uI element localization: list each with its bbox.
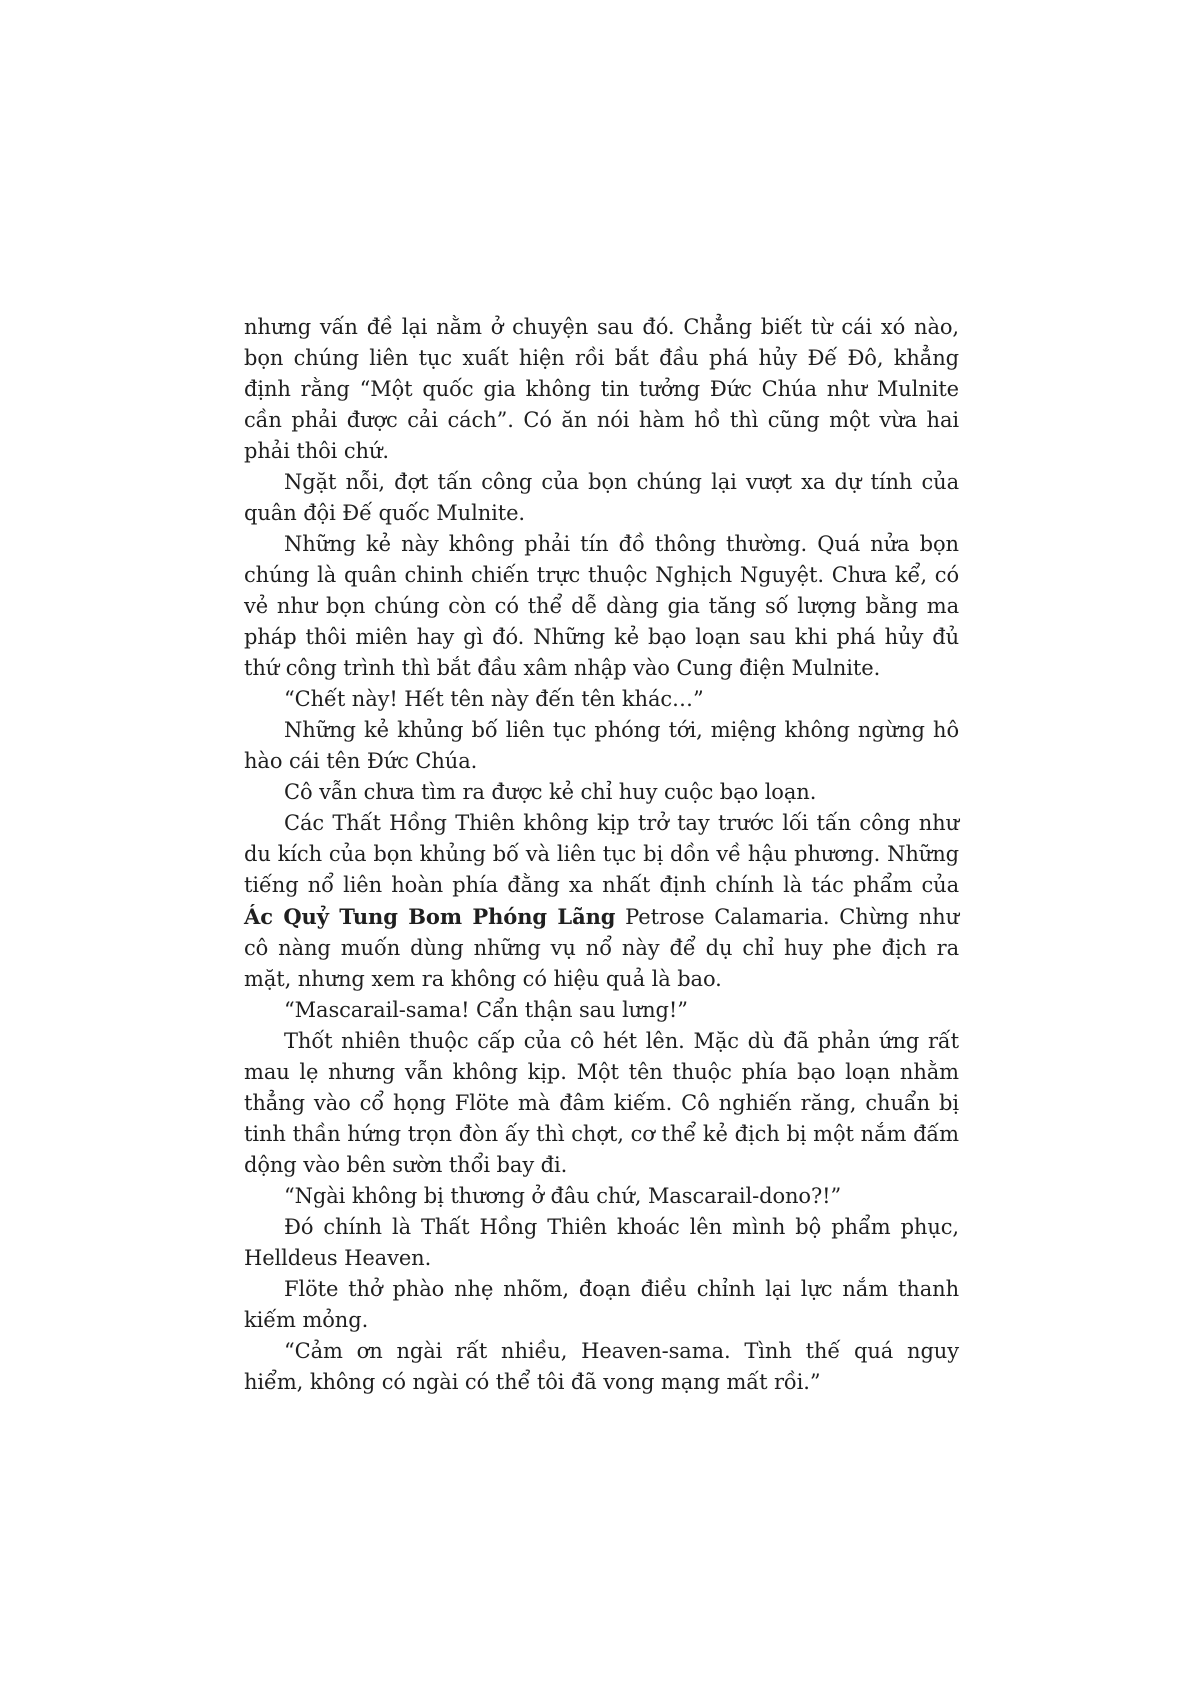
- paragraph-7-before: Các Thất Hồng Thiên không kịp trở tay trước lối tấn công như du kích của bọn khủng bố và liên tục bị dồn về hậu phương. Những tiếng nổ liên hoàn phía đằng xa nhất định chính là tác phẩm của: [244, 811, 959, 897]
- paragraph-2: Ngặt nỗi, đợt tấn công của bọn chúng lại vượt xa dự tính của quân đội Đế quốc Mulnite.: [244, 470, 959, 525]
- paragraph-5: Những kẻ khủng bố liên tục phóng tới, miệng không ngừng hô hào cái tên Đức Chúa.: [244, 718, 959, 773]
- body-text: [244, 312, 959, 1398]
- paragraph-1: nhưng vấn đề lại nằm ở chuyện sau đó. Chẳng biết từ cái xó nào, bọn chúng liên tục xuất hiện rồi bắt đầu phá hủy Đế Đô, khẳng định rằng “Một quốc gia không tin tưởng Đức Chúa như Mulnite cần phải được cải cách”. Có ăn nói hàm hồ thì cũng một vừa hai phải thôi chứ.: [244, 315, 959, 463]
- paragraph-7-after: Petrose Calamaria. Chừng như cô nàng muốn dùng những vụ nổ này để dụ chỉ huy phe địch ra mặt, nhưng xem ra không có hiệu quả là bao.: [244, 905, 959, 991]
- paragraph-13: “Cảm ơn ngài rất nhiều, Heaven-sama. Tình thế quá nguy hiểm, không có ngài có thể tôi đã vong mạng mất rồi.”: [244, 1339, 959, 1394]
- paragraph-4: “Chết này! Hết tên này đến tên khác…”: [284, 687, 704, 711]
- paragraph-10: “Ngài không bị thương ở đâu chứ, Mascarail-dono?!”: [284, 1184, 842, 1208]
- paragraph-6: Cô vẫn chưa tìm ra được kẻ chỉ huy cuộc bạo loạn.: [284, 780, 817, 804]
- paragraph-8: “Mascarail-sama! Cẩn thận sau lưng!”: [284, 998, 688, 1022]
- paragraph-7: [244, 808, 959, 995]
- paragraph-12: Flöte thở phào nhẹ nhõm, đoạn điều chỉnh lại lực nắm thanh kiếm mỏng.: [244, 1277, 959, 1332]
- paragraph-3: Những kẻ này không phải tín đồ thông thường. Quá nửa bọn chúng là quân chinh chiến trực thuộc Nghịch Nguyệt. Chưa kể, có vẻ như bọn chúng còn có thể dễ dàng gia tăng số lượng bằng ma pháp thôi miên hay gì đó. Những kẻ bạo loạn sau khi phá hủy đủ thứ công trình thì bắt đầu xâm nhập vào Cung điện Mulnite.: [244, 532, 959, 680]
- paragraph-7-bold-title: Ác Quỷ Tung Bom Phóng Lãng: [244, 904, 616, 929]
- paragraph-9: Thốt nhiên thuộc cấp của cô hét lên. Mặc dù đã phản ứng rất mau lẹ nhưng vẫn không kịp. Một tên thuộc phía bạo loạn nhằm thẳng vào cổ họng Flöte mà đâm kiếm. Cô nghiến răng, chuẩn bị tinh thần hứng trọn đòn ấy thì chợt, cơ thể kẻ địch bị một nắm đấm dộng vào bên sườn thổi bay đi.: [244, 1029, 959, 1177]
- paragraph-11: Đó chính là Thất Hồng Thiên khoác lên mình bộ phẩm phục, Helldeus Heaven.: [244, 1215, 959, 1270]
